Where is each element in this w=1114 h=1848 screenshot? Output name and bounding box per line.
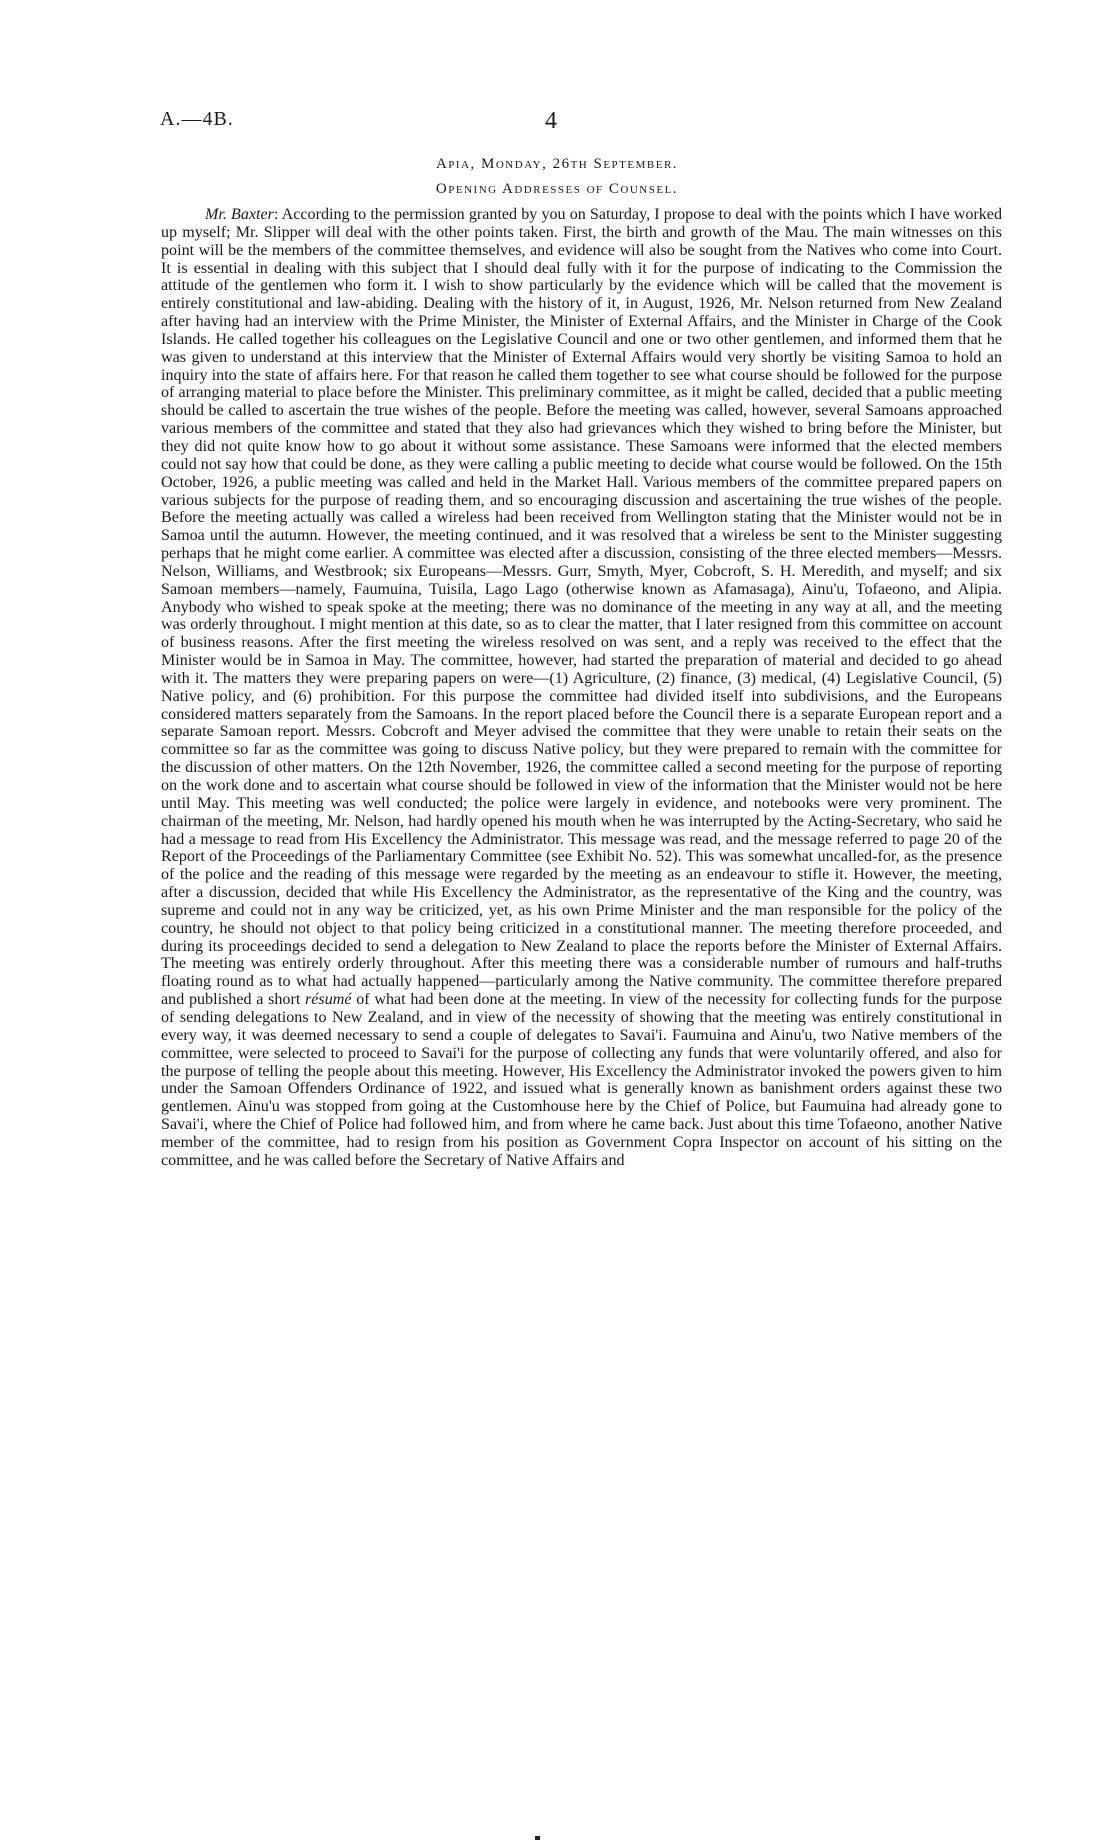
- speaker-name: Mr. Baxter: [205, 206, 274, 223]
- dateline-heading: Apia, Monday, 26th September.: [435, 156, 679, 172]
- section-title: Opening Addresses of Counsel.: [435, 181, 679, 197]
- body-paragraph: [161, 206, 1002, 1170]
- paragraph-text-part-1: : According to the permission granted by you on Saturday, I propose to deal with the points which I have worked up myself; Mr. Slipper will deal with the other points taken. First, the birth and growth of the Mau. The main witnesses on this point will be the members of the committee themselves, and evidence will also be sought from the Natives who come into Court. It is essential in dealing with this subject that I should deal fully with it for the purpose of indicating to the Commission the attitude of the gentlemen who form it. I wish to show particularly by the evidence which will be called that the movement is entirely constitutional and law-abiding. Dealing with the history of it, in August, 1926, Mr. Nelson returned from New Zealand after having had an interview with the Prime Minister, the Minister of External Affairs, and the Minister in Charge of the Cook Islands. He called together his colleagues on the Legislative Council and one or two other gentlemen, and informed them that he was given to understand at this interview that the Minister of External Affairs would very shortly be visiting Samoa to hold an inquiry into the state of affairs here. For that reason he called them together to see what course should be followed for the purpose of arranging material to place before the Minister. This preliminary committee, as it might be called, decided that a public meeting should be called to ascertain the true wishes of the people. Before the meeting was called, however, several Samoans approached various members of the committee and stated that they also had grievances which they wished to bring before the Minister, but they did not quite know how to go about it without some assistance. These Samoans were informed that the elected members could not say how that could be done, as they were calling a public meeting to decide what course would be followed. On the 15th October, 1926, a public meeting was called and held in the Market Hall. Various members of the committee prepared papers on various subjects for the purpose of reading them, and so encouraging discussion and ascertaining the true wishes of the people. Before the meeting actually was called a wireless had been received from Wellington stating that the Minister would not be in Samoa until the autumn. However, the meeting continued, and it was resolved that a wireless be sent to the Minister suggesting perhaps that he might come earlier. A committee was elected after a discussion, consisting of the three elected members—Messrs. Nelson, Williams, and Westbrook; six Europeans—Messrs. Gurr, Smyth, Myer, Cobcroft, S. H. Meredith, and myself; and six Samoan members—namely, Faumuina, Tuisila, Lago Lago (otherwise known as Afamasaga), Ainu'u, Tofaeono, and Alipia. Anybody who wished to speak spoke at the meeting; there was no dominance of the meeting in any way at all, and the meeting was orderly throughout. I might mention at this date, so as to clear the matter, that I later resigned from this committee on account of business reasons. After the first meeting the wireless resolved on was sent, and a reply was received to the effect that the Minister would be in Samoa in May. The committee, however, had started the preparation of material and decided to go ahead with it. The matters they were preparing papers on were—(1) Agriculture, (2) finance, (3) medical, (4) Legislative Council, (5) Native policy, and (6) prohibition. For this purpose the committee had divided itself into subdivisions, and the Europeans considered matters separately from the Samoans. In the report placed before the Council there is a separate European report and a separate Samoan report. Messrs. Cobcroft and Meyer advised the committee that they were unable to retain their seats on the committee so far as the committee was going to discuss Native policy, but they were prepared to remain with the committee for the discussion of other matters. On the 12th November, 1926, the committee called a second meeting for the purpose of reporting on the work done and to ascertain what course should be followed in view of the information that the Minister would not be here until May. This meeting was well conducted; the police were largely in evidence, and notebooks were very prominent. The chairman of the meeting, Mr. Nelson, had hardly opened his mouth when he was interrupted by the Acting-Secretary, who said he had a message to read from His Excellency the Administrator. This message was read, and the message referred to page 20 of the Report of the Proceedings of the Parliamentary Committee (see Exhibit No. 52). This was somewhat uncalled-for, as the presence of the police and the reading of this message were regarded by the meeting as an endeavour to stifle it. However, the meeting, after a discussion, decided that while His Excellency the Administrator, as the representative of the King and the country, was supreme and could not in any way be criticized, yet, as his own Prime Minister and the man responsible for the policy of the country, he should not object to that policy being criticized in a constitutional manner. The meeting therefore proceeded, and during its proceedings decided to send a delegation to New Zealand to place the reports before the Minister of External Affairs. The meeting was entirely orderly throughout. After this meeting there was a considerable number of rumours and half-truths floating round as to what had actually happened—particularly among the Native community. The committee therefore prepared and published a short: [161, 206, 1002, 1009]
- page-number: 4: [545, 108, 557, 134]
- paragraph-text-part-2: of what had been done at the meeting. In view of the necessity for collecting funds for the purpose of sending delegations to New Zealand, and in view of the necessity of showing that the meeting was entirely constitutional in every way, it was deemed necessary to send a couple of delegates to Savai'i. Faumuina and Ainu'u, two Native members of the committee, were selected to proceed to Savai'i for the purpose of collecting any funds that were voluntarily offered, and also for the purpose of telling the people about this meeting. However, His Excellency the Administrator invoked the powers given to him under the Samoan Offenders Ordinance of 1922, and issued what is generally known as banishment orders against these two gentlemen. Ainu'u was stopped from going at the Customhouse here by the Chief of Police, but Faumuina had already gone to Savai'i, where the Chief of Police had followed him, and from where he came back. Just about this time Tofaeono, another Native member of the committee, had to resign from his position as Government Copra Inspector on account of his sitting on the committee, and he was called before the Secretary of Native Affairs and: [161, 991, 1002, 1169]
- foreign-term: résumé: [305, 991, 352, 1009]
- document-reference: A.—4B.: [160, 108, 234, 130]
- footer-dot-mark: [535, 1836, 540, 1840]
